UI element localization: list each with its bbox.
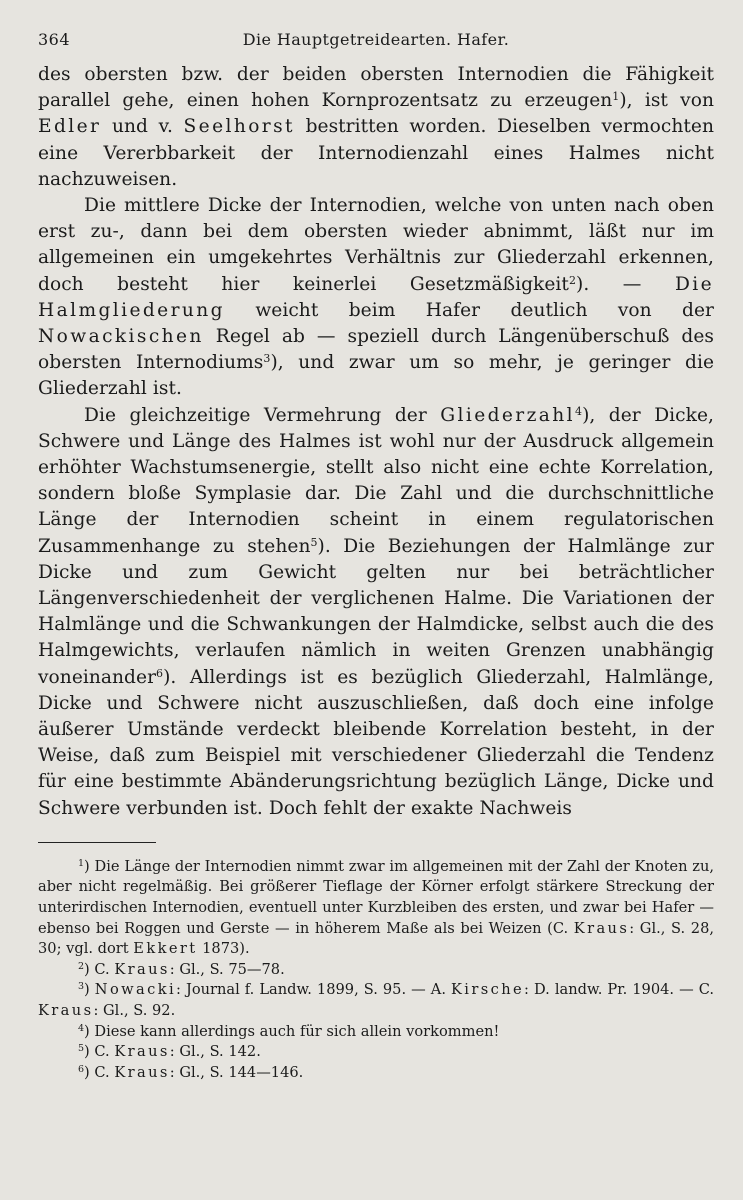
text-span: : D. landw. Pr. 1904. — C. (524, 981, 715, 999)
footnote-4 (38, 1022, 714, 1043)
text-span: : Gl., S. 144—146. (169, 1063, 304, 1081)
author-name-ekkert: Ekkert (133, 940, 198, 958)
author-name-kraus: Kraus (114, 960, 170, 978)
text-span: : Gl., S. 92. (93, 1002, 176, 1020)
text-span: Die mittlere Dicke der Internodien, welche von unten nach oben erst zu-, dann bei dem obersten wieder abnimmt, läßt nur im allgemeinen ein umgekehrtes Verhältnis zur Gliederzahl erkennen, doch besteht hier keinerlei Gesetzmäßigkeit (38, 195, 714, 295)
author-name-kraus: Kraus (114, 1043, 170, 1061)
text-span: des obersten bzw. der beiden obersten Internodien die Fähigkeit parallel gehe, einen hohen Kornprozentsatz zu erzeugen (38, 64, 714, 112)
footnote-ref-4: 4 (575, 404, 583, 418)
text-span: : Gl., S. 75—78. (169, 960, 285, 978)
footnote-number: 2 (78, 960, 85, 972)
text-span: ), und zwar um so mehr, je geringer die Gliederzahl ist. (38, 352, 714, 400)
footnote-number: 5 (78, 1043, 85, 1055)
footnote-1 (38, 857, 714, 960)
text-span: bestritten worden. Dieselben vermochten eine Vererbbarkeit der Internodienzahl eines Halmes nicht nachzuweisen. (38, 116, 715, 190)
text-span: ) C. (84, 1063, 110, 1081)
footnote-number: 1 (78, 857, 85, 869)
text-span: ). Die Beziehungen der Halmlänge zur Dicke und zum Gewicht gelten nur bei beträchtlicher Längenverschiedenheit der verglichenen Halme. Die Variationen der Halmlänge und die Schwankungen der Halmdicke, selbst auch die des Halmgewichts, verlaufen nämlich in weiten Grenzen unabhängig voneinander (38, 535, 714, 688)
term-gliederzahl: Gliederzahl (440, 404, 575, 426)
text-span: : Gl., S. 142. (169, 1043, 261, 1061)
footnote-ref-2: 2 (568, 273, 577, 287)
author-name-seelhorst: Seelhorst (183, 116, 295, 138)
text-span: ) Diese kann allerdings auch für sich allein vorkommen! (84, 1022, 500, 1040)
page-header (38, 30, 714, 62)
text-span: ) (84, 981, 90, 999)
paragraph-2 (38, 193, 714, 403)
footnote-5 (38, 1042, 714, 1063)
text-span: Regel ab — speziell durch Längenüberschuß des obersten Internodiums (38, 326, 714, 374)
footnote-ref-1: 1 (612, 90, 620, 104)
text-span: ). Allerdings ist es bezüglich Gliederzahl, Halmlänge, Dicke und Schwere nicht auszuschließen, daß doch eine infolge äußerer Umstände verdeckt bleibende Korrelation besteht, in der Weise, daß zum Beispiel mit verschiedener Gliederzahl die Tendenz für eine bestimmte Abänderungsrichtung bezüglich Länge, Dicke und Schwere verbunden ist. Doch fehlt der exakte Nachweis (38, 666, 714, 819)
paragraph-3 (38, 403, 714, 822)
term-halmgliederung: Die Halmgliederung (38, 273, 714, 321)
footnote-6 (38, 1063, 714, 1084)
author-name-nowacki: Nowacki (94, 981, 177, 999)
paragraph-1 (38, 62, 714, 193)
text-span: Die gleichzeitige Vermehrung der (84, 404, 427, 426)
page-number: 364 (38, 30, 71, 49)
text-span: ), der Dicke, Schwere und Länge des Halmes ist wohl nur der Ausdruck allgemein erhöhter Wachstumsenergie, stellt also nicht eine echte Korrelation, sondern bloße Symplasie dar. Die Zahl und die durchschnittliche Länge der Internodien scheint in einem regulatorischen Zusammenhange zu stehen (38, 404, 714, 557)
main-text (38, 62, 714, 822)
footnote-2 (38, 960, 714, 981)
author-name-kraus: Kraus (573, 919, 630, 937)
text-span: weicht beim Hafer deutlich von der (255, 299, 714, 321)
text-span: : Gl., S. 28, 30; vgl. dort (38, 919, 715, 958)
text-span: ). — (576, 273, 642, 295)
footnote-number: 6 (78, 1063, 85, 1075)
footnote-ref-6: 6 (156, 666, 164, 680)
running-title: Die Hauptgetreidearten. Hafer. (242, 30, 510, 49)
footnotes (38, 857, 714, 1084)
text-span: ) C. (84, 960, 110, 978)
book-page (38, 30, 714, 1170)
footnote-divider (38, 842, 156, 843)
footnote-3 (38, 980, 714, 1021)
text-span: ), ist von (619, 90, 714, 112)
footnote-ref-5: 5 (310, 535, 318, 549)
author-name-kirsche: Kirsche (451, 981, 525, 999)
author-name-kraus: Kraus (38, 1002, 94, 1020)
footnote-number: 3 (78, 981, 85, 993)
author-name-nowacki: Nowackischen (38, 326, 204, 348)
text-span: ) Die Länge der Internodien nimmt zwar im allgemeinen mit der Zahl der Knoten zu, aber nicht regelmäßig. Bei größerer Tieflage der Körner erfolgt stärkere Streckung der unterirdischen Internodien, eventuell unter Kurzbleiben des ersten, und zwar bei Hafer — ebenso bei Roggen und Gerste — in höherem Maße als bei Weizen (C. (38, 857, 714, 937)
text-span: ) C. (84, 1043, 110, 1061)
footnote-ref-3: 3 (263, 352, 271, 366)
author-name-edler: Edler (38, 116, 102, 138)
text-span: 1873). (202, 940, 250, 958)
author-name-kraus: Kraus (114, 1063, 170, 1081)
text-span: : Journal f. Landw. 1899, S. 95. — A. (176, 981, 446, 999)
text-span: und v. (111, 116, 173, 138)
footnote-number: 4 (78, 1022, 85, 1034)
